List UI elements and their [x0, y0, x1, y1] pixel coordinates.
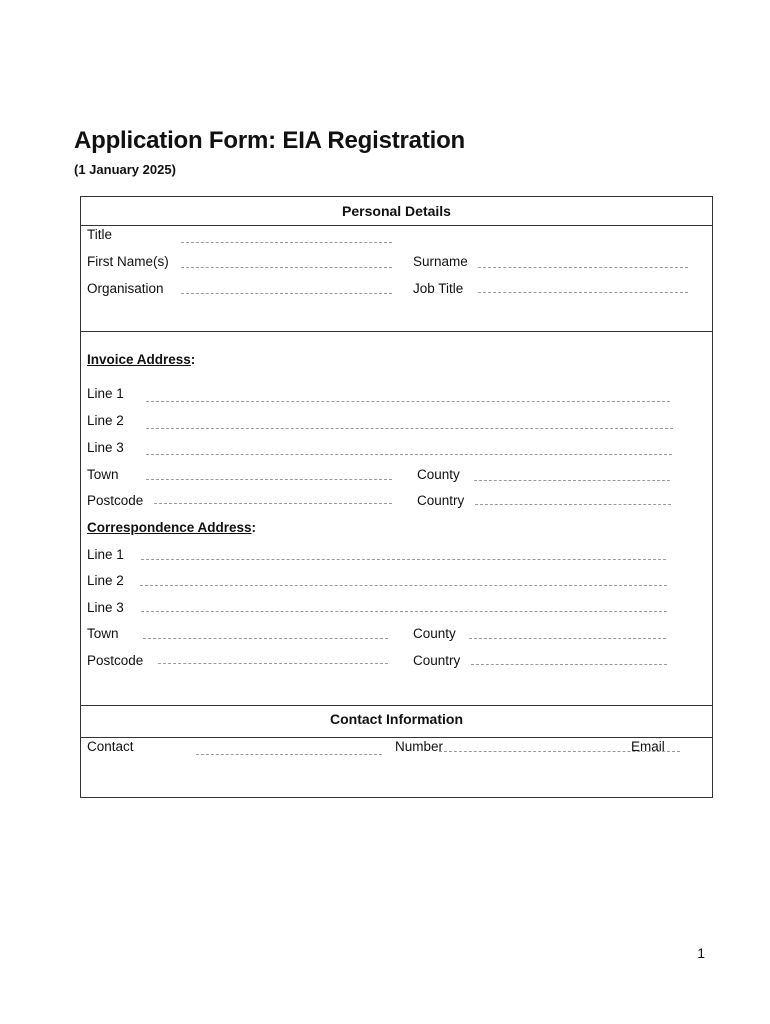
- invoice-line3-label: Line 3: [87, 440, 124, 455]
- title-field[interactable]: [181, 242, 392, 243]
- invoice-line1-label: Line 1: [87, 386, 124, 401]
- invoice-address-heading: [87, 351, 195, 369]
- corr-line2-label: Line 2: [87, 573, 124, 588]
- organisation-field[interactable]: [181, 293, 392, 294]
- corr-line3-field[interactable]: [141, 611, 667, 612]
- divider: [80, 331, 713, 332]
- corr-line2-field[interactable]: [140, 585, 667, 586]
- corr-town-field[interactable]: [143, 638, 388, 639]
- corr-county-label: County: [413, 626, 456, 641]
- correspondence-colon: :: [251, 520, 257, 535]
- contact-field[interactable]: [196, 754, 382, 755]
- corr-postcode-field[interactable]: [158, 663, 388, 664]
- form-date: (1 January 2025): [74, 162, 176, 177]
- correspondence-address-heading-text: Correspondence Address: [87, 520, 252, 535]
- corr-county-field[interactable]: [469, 638, 666, 639]
- divider: [80, 737, 713, 738]
- invoice-line1-field[interactable]: [146, 401, 670, 402]
- corr-country-field[interactable]: [471, 664, 667, 665]
- invoice-county-field[interactable]: [474, 480, 670, 481]
- invoice-town-label: Town: [87, 467, 119, 482]
- invoice-postcode-label: Postcode: [87, 493, 144, 508]
- contact-label: Contact: [87, 739, 134, 754]
- invoice-colon: :: [190, 352, 196, 367]
- invoice-address-heading-text: Invoice Address: [87, 352, 191, 367]
- form-title: Application Form: EIA Registration: [74, 127, 465, 154]
- divider: [80, 705, 713, 706]
- divider: [80, 225, 713, 226]
- invoice-country-label: Country: [417, 493, 465, 508]
- invoice-town-field[interactable]: [146, 479, 392, 480]
- contact-information-heading: Contact Information: [330, 711, 463, 727]
- corr-postcode-label: Postcode: [87, 653, 144, 668]
- title-label: Title: [87, 227, 113, 242]
- organisation-label: Organisation: [87, 281, 164, 296]
- invoice-county-label: County: [417, 467, 460, 482]
- surname-label: Surname: [413, 254, 468, 269]
- corr-line3-label: Line 3: [87, 600, 124, 615]
- first-name-label: First Name(s): [87, 254, 169, 269]
- email-label: Email: [631, 739, 665, 754]
- invoice-line3-field[interactable]: [146, 454, 672, 455]
- invoice-line2-field[interactable]: [146, 428, 673, 429]
- corr-town-label: Town: [87, 626, 119, 641]
- corr-line1-field[interactable]: [141, 559, 666, 560]
- correspondence-address-heading: [87, 519, 256, 537]
- first-name-field[interactable]: [181, 267, 392, 268]
- job-title-field[interactable]: [478, 292, 688, 293]
- personal-details-heading: Personal Details: [342, 203, 451, 219]
- job-title-label: Job Title: [413, 281, 464, 296]
- number-label: Number: [395, 739, 444, 754]
- corr-line1-label: Line 1: [87, 547, 124, 562]
- form-table: [80, 196, 713, 798]
- surname-field[interactable]: [478, 267, 688, 268]
- page-number: 1: [697, 945, 705, 961]
- corr-country-label: Country: [413, 653, 461, 668]
- invoice-line2-label: Line 2: [87, 413, 124, 428]
- invoice-postcode-field[interactable]: [154, 503, 392, 504]
- invoice-country-field[interactable]: [475, 504, 671, 505]
